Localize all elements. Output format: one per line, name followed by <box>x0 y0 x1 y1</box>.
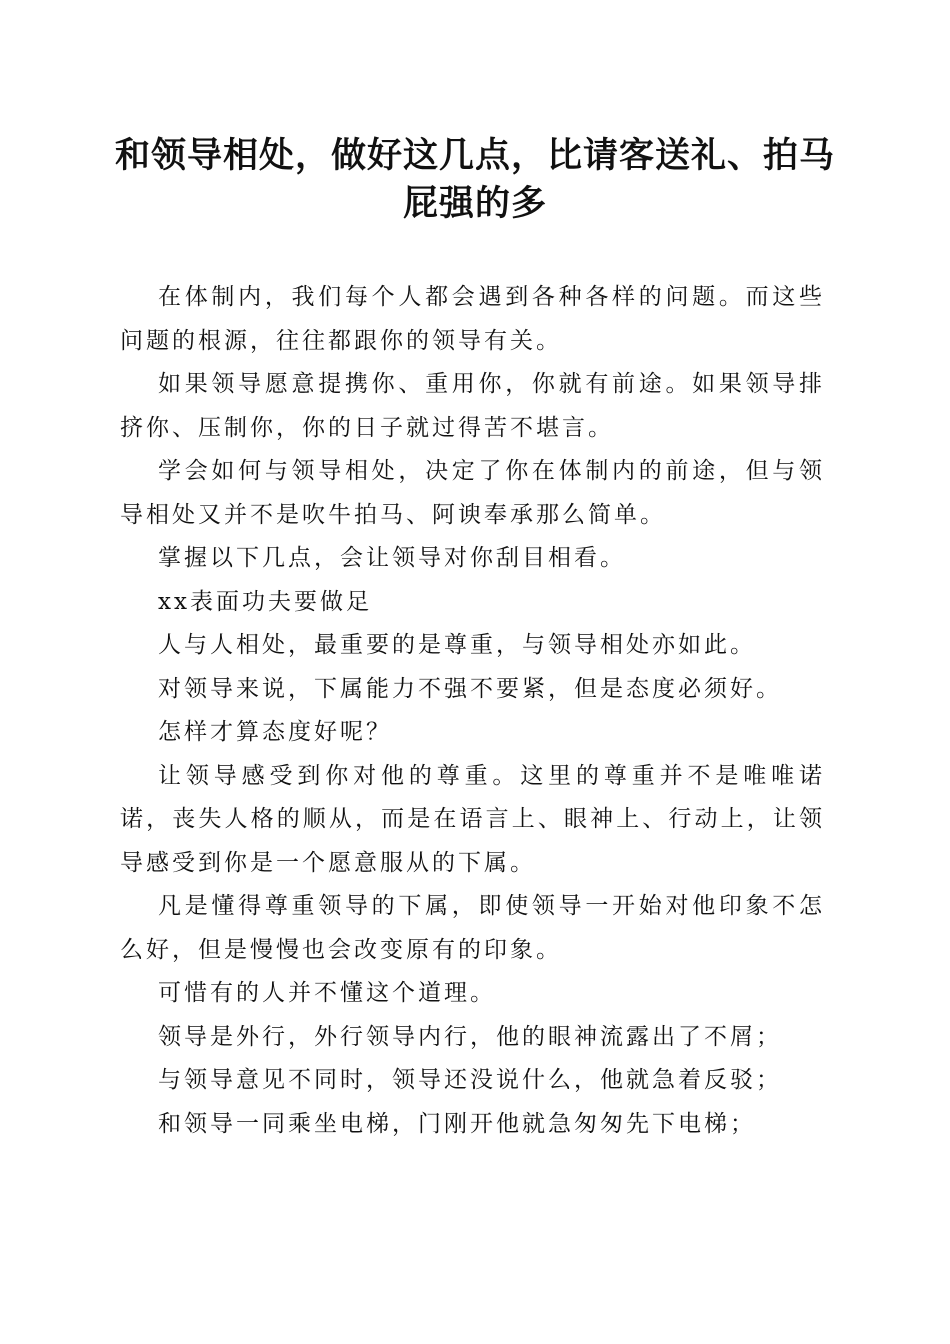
section-heading: xx表面功夫要做足 <box>158 588 372 615</box>
document-title: 和领导相处，做好这几点，比请客送礼、拍马屁强的多 <box>114 135 835 224</box>
paragraph: 可惜有的人并不懂这个道理。 <box>158 980 496 1006</box>
paragraph: 对领导来说，下属能力不强不要紧，但是态度必须好。 <box>158 675 782 702</box>
paragraph: 和领导一同乘坐电梯，门刚开他就急匆匆先下电梯； <box>158 1110 756 1137</box>
paragraph: 与领导意见不同时，领导还没说什么，他就急着反驳； <box>158 1067 782 1093</box>
paragraph: 凡是懂得尊重领导的下属，即使领导一开始对他印象不怎么好，但是慢慢也会改变原有的印象。 <box>120 893 825 963</box>
document-body <box>120 276 825 1146</box>
paragraph: 在体制内，我们每个人都会遇到各种各样的问题。而这些问题的根源，往往都跟你的领导有关。 <box>120 284 825 354</box>
paragraph: 学会如何与领导相处，决定了你在体制内的前途，但与领导相处又并不是吹牛拍马、阿谀奉承那么简单。 <box>120 458 825 528</box>
paragraph: 人与人相处，最重要的是尊重，与领导相处亦如此。 <box>158 632 756 658</box>
paragraph: 让领导感受到你对他的尊重。这里的尊重并不是唯唯诺诺，丧失人格的顺从，而是在语言上、眼神上、行动上，让领导感受到你是一个愿意服从的下属。 <box>120 762 825 876</box>
paragraph: 怎样才算态度好呢？ <box>158 719 392 745</box>
paragraph: 掌握以下几点，会让领导对你刮目相看。 <box>158 545 626 571</box>
paragraph: 领导是外行，外行领导内行，他的眼神流露出了不屑； <box>158 1023 782 1050</box>
paragraph: 如果领导愿意提携你、重用你，你就有前途。如果领导排挤你、压制你，你的日子就过得苦不堪言。 <box>120 371 825 441</box>
